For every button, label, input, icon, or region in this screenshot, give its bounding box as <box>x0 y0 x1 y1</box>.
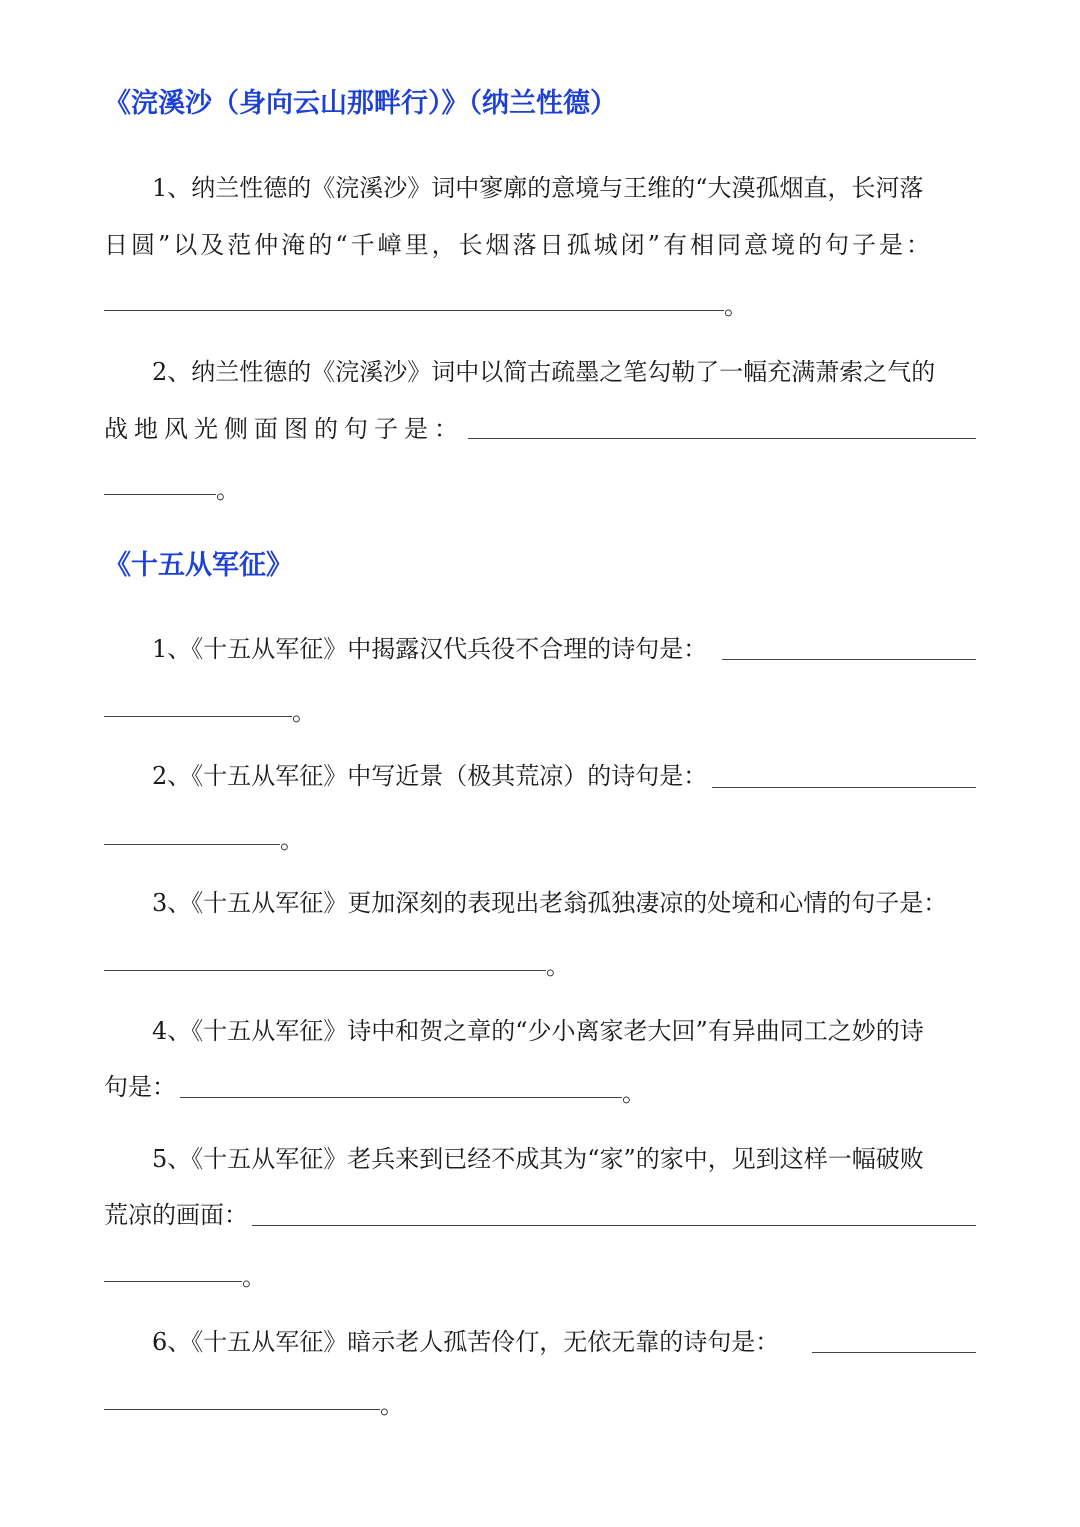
question-text: 2、《十五从军征》中写近景（极其荒凉）的诗句是： <box>152 762 708 790</box>
period: 。 <box>380 1391 404 1419</box>
question-text: 战地风光侧面图的句子是： <box>104 415 464 443</box>
question-text: 1、《十五从军征》中揭露汉代兵役不合理的诗句是： <box>152 635 708 663</box>
question-text: 1、纳兰性德的《浣溪沙》词中寥廓的意境与王维的“大漠孤烟直，长河落 <box>152 174 924 202</box>
question-text: 日圆”以及范仲淹的“千嶂里，长烟落日孤城闭”有相同意境的句子是： <box>104 231 930 259</box>
answer-blank[interactable] <box>812 1352 976 1353</box>
answer-blank[interactable] <box>104 716 292 717</box>
answer-blank[interactable] <box>104 1409 380 1410</box>
question-text: 句是： <box>104 1073 176 1101</box>
answer-blank[interactable] <box>468 438 976 439</box>
answer-blank[interactable] <box>180 1097 622 1098</box>
period: 。 <box>292 698 316 726</box>
answer-blank[interactable] <box>104 494 216 495</box>
answer-blank[interactable] <box>104 1281 242 1282</box>
question-text: 6、《十五从军征》暗示老人孤苦伶仃，无依无靠的诗句是： <box>152 1328 780 1356</box>
question-text: 5、《十五从军征》老兵来到已经不成其为“家”的家中，见到这样一幅破败 <box>152 1145 924 1173</box>
period: 。 <box>242 1263 266 1291</box>
section-title-shiwu-congjunzheng: 《十五从军征》 <box>104 550 293 581</box>
period: 。 <box>216 476 240 504</box>
question-text: 3、《十五从军征》更加深刻的表现出老翁孤独凄凉的处境和心情的句子是： <box>152 889 948 917</box>
answer-blank[interactable] <box>104 970 546 971</box>
period: 。 <box>546 952 570 980</box>
answer-blank[interactable] <box>252 1225 976 1226</box>
answer-blank[interactable] <box>722 659 976 660</box>
period: 。 <box>622 1079 646 1107</box>
question-text: 荒凉的画面： <box>104 1201 248 1229</box>
question-text: 4、《十五从军征》诗中和贺之章的“少小离家老大回”有异曲同工之妙的诗 <box>152 1017 924 1045</box>
question-text: 2、纳兰性德的《浣溪沙》词中以简古疏墨之笔勾勒了一幅充满萧索之气的 <box>152 358 936 386</box>
period: 。 <box>280 826 304 854</box>
answer-blank[interactable] <box>712 787 976 788</box>
answer-blank[interactable] <box>104 310 724 311</box>
answer-blank[interactable] <box>104 844 280 845</box>
period: 。 <box>724 292 748 320</box>
section-title-huanxisha: 《浣溪沙（身向云山那畔行）》（纳兰性德） <box>104 88 617 119</box>
